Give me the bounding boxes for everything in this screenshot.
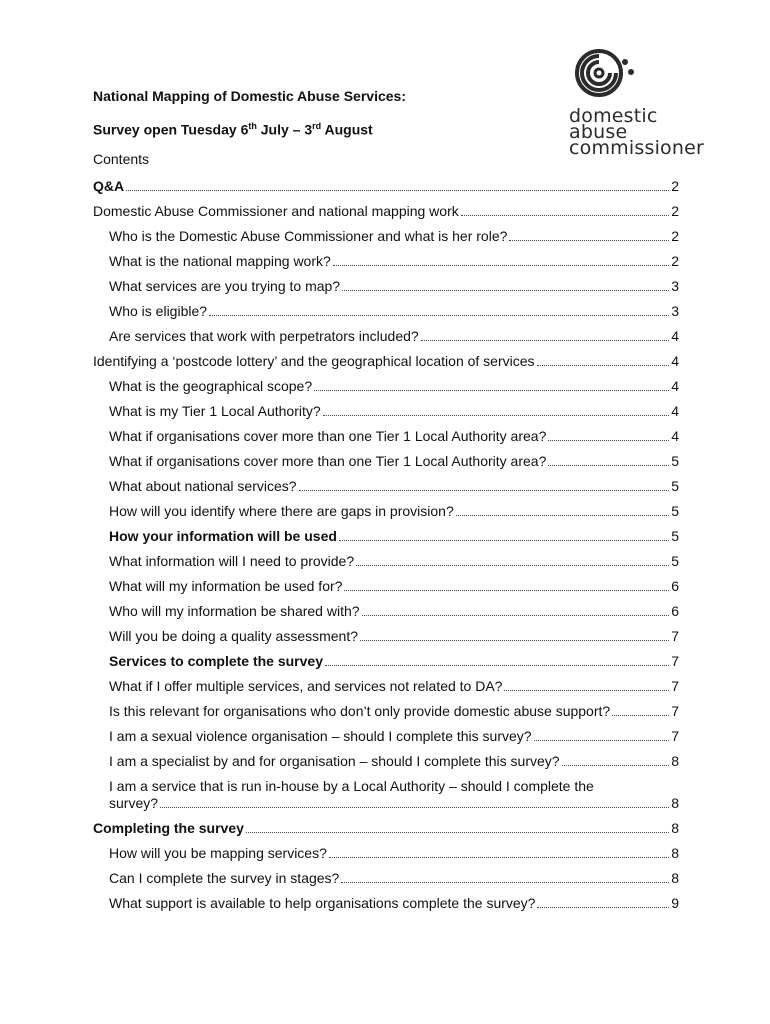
logo [569,48,739,159]
toc-entry-label: How your information will be used [109,528,337,544]
toc-dot-leader [360,640,669,641]
toc-page-number: 5 [671,503,679,519]
toc-entry[interactable] [93,453,679,470]
toc-entry[interactable] [93,728,679,745]
toc-entry[interactable] [93,578,679,595]
contents-heading: Contents [93,151,150,167]
toc-page-number: 6 [671,578,679,594]
toc-page-number: 4 [671,403,679,419]
toc-entry-label: What is my Tier 1 Local Authority? [109,403,321,419]
toc-page-number: 5 [671,453,679,469]
toc-entry[interactable] [93,653,679,670]
toc-entry-label-continued: survey? [109,795,159,811]
concentric-circles-logo-icon [569,48,639,100]
toc-dot-leader [344,590,669,591]
toc-entry-label: Q&A [93,178,125,194]
toc-entry[interactable] [93,870,679,887]
toc-page-number: 2 [671,203,679,219]
toc-page-number: 7 [671,703,679,719]
toc-entry[interactable] [93,528,679,545]
toc-entry-label: What if I offer multiple services, and services not related to DA? [109,678,503,694]
toc-dot-leader [356,565,669,566]
toc-entry-label: Is this relevant for organisations who don’t only provide domestic abuse support? [109,703,611,719]
toc-page-number: 7 [671,728,679,744]
toc-dot-leader [339,540,669,541]
subtitle-prefix: Survey open Tuesday 6 [93,121,249,138]
toc-page-number: 8 [671,795,679,811]
toc-dot-leader [537,907,669,908]
toc-page-number: 2 [671,228,679,244]
toc-page-number: 5 [671,528,679,544]
toc-entry[interactable] [93,428,679,445]
toc-entry-label: Identifying a ‘postcode lottery’ and the geographical location of services [93,353,535,369]
toc-entry[interactable] [93,328,679,345]
toc-entry-label: I am a sexual violence organisation – should I complete this survey? [109,728,532,744]
toc-entry-label: Are services that work with perpetrators included? [109,328,419,344]
toc-entry[interactable] [93,628,679,645]
subtitle-middle: July – 3 [256,121,313,138]
toc-entry[interactable] [93,845,679,862]
toc-entry[interactable] [93,703,679,720]
toc-dot-leader [333,265,669,266]
toc-page-number: 4 [671,328,679,344]
toc-page-number: 5 [671,478,679,494]
toc-page-number: 4 [671,378,679,394]
toc-page-number: 2 [671,178,679,194]
toc-entry-label: Who is the Domestic Abuse Commissioner and what is her role? [109,228,508,244]
toc-dot-leader [548,465,669,466]
toc-entry-label: What is the geographical scope? [109,378,313,394]
toc-entry[interactable] [93,378,679,395]
toc-entry[interactable] [93,403,679,420]
toc-page-number: 8 [671,753,679,769]
toc-entry[interactable] [93,820,679,837]
toc-dot-leader [341,882,669,883]
toc-entry-label: What information will I need to provide? [109,553,355,569]
toc-entry[interactable] [93,753,679,770]
toc-entry[interactable] [93,678,679,695]
toc-page-number: 7 [671,678,679,694]
table-of-contents [93,178,679,920]
toc-dot-leader [548,440,669,441]
toc-entry[interactable] [93,553,679,570]
toc-page-number: 8 [671,820,679,836]
toc-entry-label: What about national services? [109,478,297,494]
toc-page-number: 3 [671,303,679,319]
toc-entry-label: What support is available to help organisations complete the survey? [109,895,536,911]
toc-page-number: 9 [671,895,679,911]
subtitle-sup-rd: rd [312,121,322,131]
toc-dot-leader [534,740,670,741]
toc-entry[interactable] [93,503,679,520]
toc-entry[interactable] [93,253,679,270]
toc-dot-leader [126,190,669,191]
toc-entry[interactable] [93,228,679,245]
toc-dot-leader [329,857,669,858]
toc-entry-label: What is the national mapping work? [109,253,331,269]
toc-page-number: 5 [671,553,679,569]
toc-dot-leader [299,490,670,491]
toc-entry-label: How will you identify where there are gaps in provision? [109,503,454,519]
toc-page-number: 7 [671,653,679,669]
document-subtitle [93,121,373,138]
toc-entry[interactable] [93,278,679,295]
toc-entry[interactable] [93,203,679,220]
toc-entry-label: I am a specialist by and for organisation – should I complete this survey? [109,753,560,769]
toc-page-number: 4 [671,353,679,369]
toc-entry-label: What if organisations cover more than one Tier 1 Local Authority area? [109,428,547,444]
toc-entry-label: Completing the survey [93,820,244,836]
toc-dot-leader [314,390,669,391]
toc-dot-leader [461,215,669,216]
toc-page-number: 7 [671,628,679,644]
toc-dot-leader [537,365,670,366]
toc-entry[interactable] [93,895,679,912]
toc-entry-label: What if organisations cover more than one Tier 1 Local Authority area? [109,453,547,469]
toc-entry[interactable] [93,353,679,370]
toc-entry-label: Can I complete the survey in stages? [109,870,340,886]
toc-entry[interactable] [93,303,679,320]
toc-dot-leader [362,615,670,616]
toc-entry-label: I am a service that is run in-house by a Local Authority – should I complete the [109,778,594,794]
toc-dot-leader [246,832,669,833]
toc-dot-leader [612,715,669,716]
toc-dot-leader [160,807,669,808]
toc-entry[interactable] [93,603,679,620]
toc-dot-leader [456,515,669,516]
toc-entry[interactable] [93,178,679,195]
toc-dot-leader [323,415,670,416]
toc-entry[interactable] [93,778,679,812]
toc-dot-leader [509,240,669,241]
toc-dot-leader [504,690,669,691]
toc-entry-label: Domestic Abuse Commissioner and national mapping work [93,203,459,219]
logo-line-domestic: domestic [569,105,658,127]
toc-entry-label: What services are you trying to map? [109,278,341,294]
document-title: National Mapping of Domestic Abuse Services: [93,88,406,104]
toc-dot-leader [421,340,670,341]
subtitle-sup-th: th [248,121,257,131]
toc-entry-label: Who will my information be shared with? [109,603,360,619]
toc-page-number: 8 [671,870,679,886]
subtitle-suffix: August [321,121,373,138]
toc-dot-leader [209,315,669,316]
logo-line-commissioner: commissioner [569,137,705,159]
toc-entry-label: What will my information be used for? [109,578,343,594]
toc-page-number: 3 [671,278,679,294]
toc-entry[interactable] [93,478,679,495]
toc-page-number: 8 [671,845,679,861]
toc-entry-label: How will you be mapping services? [109,845,327,861]
toc-dot-leader [562,765,670,766]
toc-entry-label: Who is eligible? [109,303,208,319]
toc-entry-label: Services to complete the survey [109,653,323,669]
toc-entry-label: Will you be doing a quality assessment? [109,628,359,644]
toc-page-number: 4 [671,428,679,444]
toc-dot-leader [342,290,669,291]
toc-page-number: 2 [671,253,679,269]
toc-page-number: 6 [671,603,679,619]
logo-line-abuse: abuse [569,121,628,143]
toc-dot-leader [325,665,669,666]
